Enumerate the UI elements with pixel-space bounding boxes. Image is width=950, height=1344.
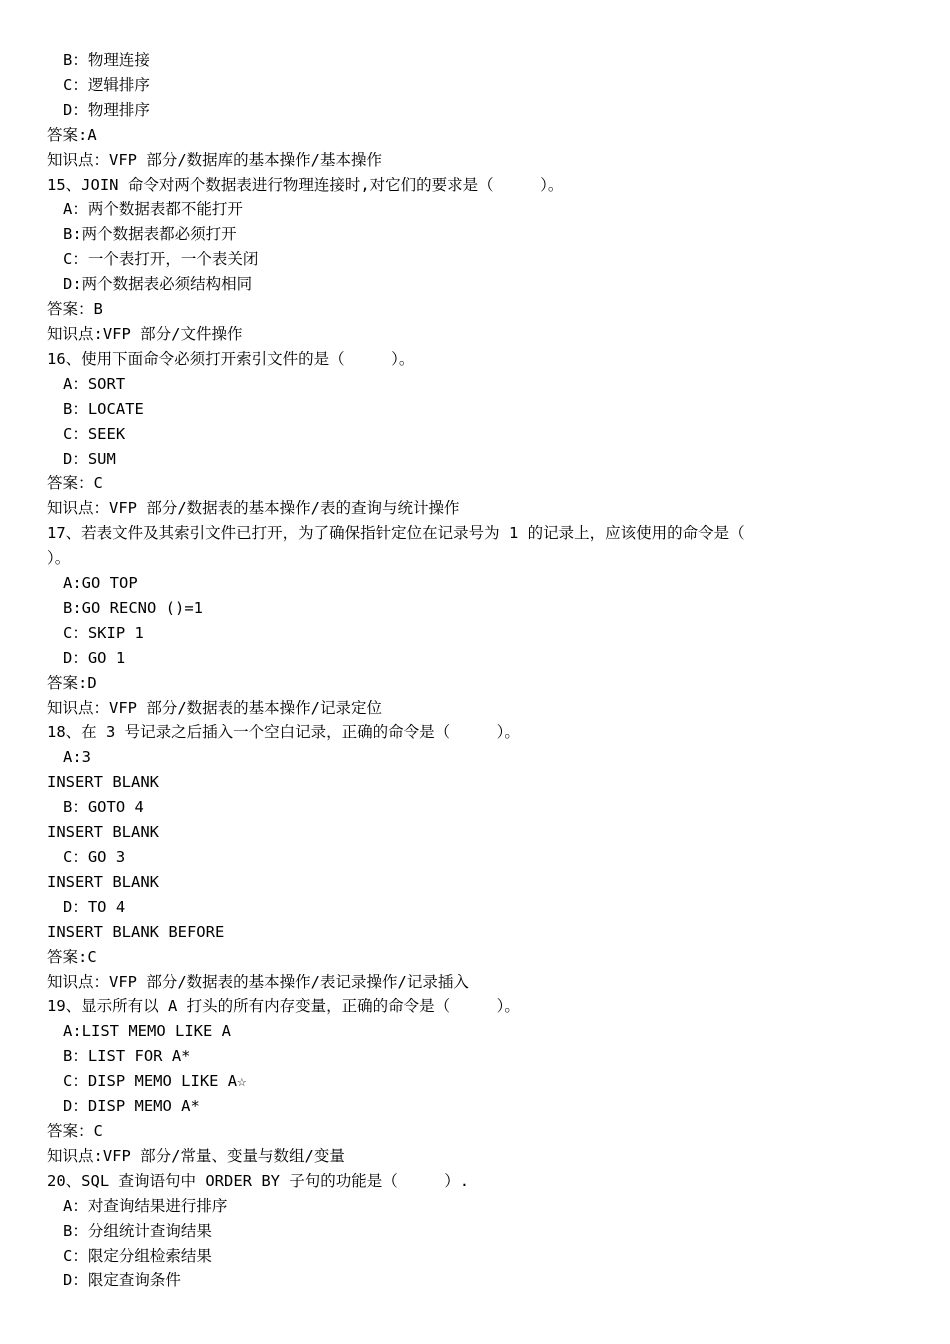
text-line: B:两个数据表都必须打开 [63, 225, 237, 244]
text-line: D：TO 4 [63, 897, 126, 916]
text-line: 答案：B [47, 300, 103, 319]
text-line: A：SORT [63, 374, 126, 393]
text-line: D:两个数据表必须结构相同 [63, 275, 253, 294]
text-line: 答案:A [47, 125, 97, 144]
text-line: INSERT BLANK [47, 773, 159, 792]
text-line: A:3 [63, 748, 91, 767]
text-line: 16、使用下面命令必须打开索引文件的是（ ）。 [47, 349, 415, 368]
text-line: C：限定分组检索结果 [63, 1246, 212, 1265]
text-line: C：GO 3 [63, 848, 126, 866]
text-line: 知识点：VFP 部分/数据表的基本操作/记录定位 [47, 698, 382, 717]
text-line: D：SUM [63, 449, 116, 468]
text-line: B：GOTO 4 [63, 798, 144, 817]
text-line: INSERT BLANK [47, 823, 159, 842]
text-line: ）。 [47, 549, 71, 568]
text-line: 知识点：VFP 部分/数据表的基本操作/表记录操作/记录插入 [47, 972, 469, 991]
text-line: C：SKIP 1 [63, 623, 144, 642]
text-line: 答案:D [47, 673, 97, 692]
text-line: 答案：C [47, 474, 103, 493]
text-line: B：物理连接 [63, 51, 150, 69]
text-line: B：LOCATE [63, 399, 144, 418]
text-line: D：DISP MEMO A* [63, 1097, 200, 1116]
text-line: D：GO 1 [63, 648, 126, 667]
text-line: C：DISP MEMO LIKE A☆ [63, 1072, 247, 1091]
text-line: 17、若表文件及其索引文件已打开，为了确保指针定位在记录号为 1 的记录上，应该使用的命令是（ [47, 524, 745, 543]
text-line: C：SEEK [63, 424, 126, 443]
text-line: 知识点:VFP 部分/文件操作 [47, 324, 243, 343]
text-line: A:GO TOP [63, 574, 138, 593]
text-line: 答案:C [47, 947, 97, 966]
text-line: 18、在 3 号记录之后插入一个空白记录，正确的命令是（ ）。 [47, 723, 520, 742]
text-line: A：对查询结果进行排序 [63, 1196, 228, 1215]
text-line: D：物理排序 [63, 100, 150, 119]
text-line: D：限定查询条件 [63, 1271, 181, 1290]
text-line: 答案：C [47, 1121, 103, 1140]
text-line: INSERT BLANK BEFORE [47, 922, 225, 941]
text-line: A:LIST MEMO LIKE A [63, 1022, 231, 1041]
text-line: C：逻辑排序 [63, 75, 150, 94]
text-line: B：LIST FOR A* [63, 1047, 191, 1066]
text-line: 知识点：VFP 部分/数据表的基本操作/表的查询与统计操作 [47, 499, 460, 518]
text-line: 知识点：VFP 部分/数据库的基本操作/基本操作 [47, 150, 382, 169]
text-line: INSERT BLANK [47, 872, 159, 891]
document-page [0, 48, 950, 1293]
text-line: C：一个表打开，一个表关闭 [63, 250, 259, 269]
text-line: 20、SQL 查询语句中 ORDER BY 子句的功能是（ ）. [47, 1171, 470, 1190]
text-line: A：两个数据表都不能打开 [63, 200, 243, 219]
text-line: 19、显示所有以 A 打头的所有内存变量，正确的命令是（ ）。 [47, 997, 520, 1016]
text-line: 15、JOIN 命令对两个数据表进行物理连接时,对它们的要求是（ ）。 [47, 175, 564, 194]
text-line: 知识点:VFP 部分/常量、变量与数组/变量 [47, 1146, 345, 1165]
text-line: B：分组统计查询结果 [63, 1221, 212, 1240]
text-line: B:GO RECNO ()=1 [63, 598, 203, 617]
